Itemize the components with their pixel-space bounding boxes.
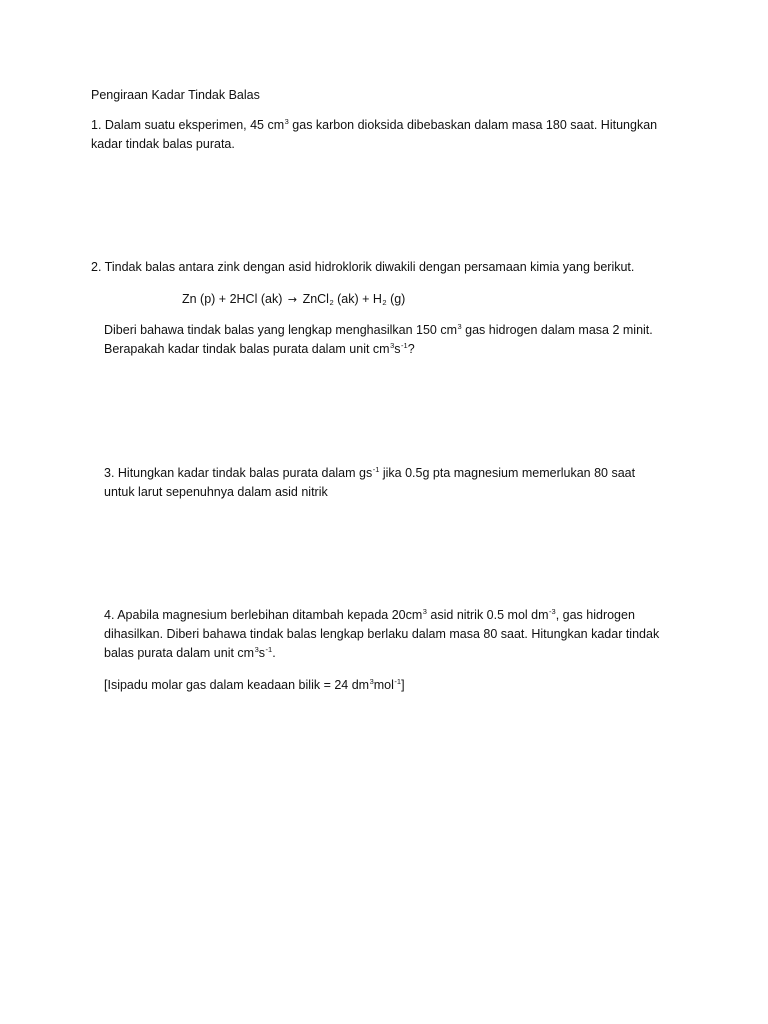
q4-note-sup2: -1 [394, 677, 402, 686]
q1-text-b: gas karbon dioksida dibebaskan dalam masa 180 saat. Hitungkan [288, 118, 658, 132]
q2-given-b: gas hidrogen dalam masa 2 minit. [461, 323, 653, 337]
q4-note-sup1: 3 [369, 677, 374, 686]
q4-text-b: asid nitrik 0.5 mol dm [426, 608, 549, 622]
q4-text-a: 4. Apabila magnesium berlebihan ditambah kepada 20cm [104, 608, 423, 622]
q2-ask-sup2: -1 [401, 341, 408, 350]
question-2-ask [104, 340, 415, 358]
reaction-arrow-icon: → [287, 293, 298, 306]
q4-sup1: 3 [422, 607, 427, 616]
equation-sub-2: 2 [382, 298, 387, 307]
q4-line3-b: s [258, 646, 266, 660]
q2-ask-sup1: 3 [390, 341, 395, 350]
q2-given-a: Diberi bahawa tindak balas yang lengkap menghasilkan 150 cm [104, 323, 457, 337]
q1-text-a: 1. Dalam suatu eksperimen, 45 cm [91, 118, 285, 132]
question-3-line-2 [104, 483, 328, 501]
q4-sup2: -3 [549, 607, 556, 616]
question-4-note [104, 676, 405, 694]
q2-ask-c: ? [407, 342, 415, 356]
q4-line3-sup2: -1 [265, 645, 273, 654]
chemical-equation [182, 290, 405, 309]
page-title [91, 86, 260, 104]
q4-line3-a: balas purata dalam unit cm [104, 646, 255, 660]
question-2-line-1 [91, 258, 634, 276]
q1-text-line2: kadar tindak balas purata. [91, 137, 235, 151]
question-1-line-2 [91, 135, 235, 153]
question-4-line-1 [104, 606, 635, 624]
equation-sub-1: 2 [329, 298, 334, 307]
q2-text-line1: 2. Tindak balas antara zink dengan asid hidroklorik diwakili dengan persamaan kimia yang berikut. [91, 260, 635, 274]
q4-text-c: , gas hidrogen [555, 608, 635, 622]
q3-text-b: jika 0.5g pta magnesium memerlukan 80 saat [379, 466, 636, 480]
title-text: Pengiraan Kadar Tindak Balas [91, 88, 260, 102]
q4-note-a: [Isipadu molar gas dalam keadaan bilik = 24 dm [104, 678, 370, 692]
q4-line3-c: . [272, 646, 276, 660]
q4-note-c: ] [401, 678, 405, 692]
q2-ask-a: Berapakah kadar tindak balas purata dalam unit cm [104, 342, 390, 356]
q4-line3-sup1: 3 [254, 645, 259, 654]
question-2-given [104, 321, 653, 339]
q3-sup: -1 [372, 465, 380, 474]
q1-sup: 3 [284, 117, 289, 126]
q4-text-line2: dihasilkan. Diberi bahawa tindak balas lengkap berlaku dalam masa 80 saat. Hitungkan kadar tindak [104, 627, 660, 641]
question-1-line-1 [91, 116, 657, 134]
question-4-line-2 [104, 625, 659, 643]
question-4-line-3 [104, 644, 276, 662]
q2-given-sup: 3 [457, 322, 462, 331]
equation-state: (g) [386, 292, 406, 306]
equation-product-h: (ak) + H [333, 292, 382, 306]
equation-product-zncl: ZnCl [302, 292, 329, 306]
q2-ask-b: s [394, 342, 401, 356]
question-3-line-1 [104, 464, 635, 482]
q4-note-b: mol [373, 678, 394, 692]
q3-text-line2: untuk larut sepenuhnya dalam asid nitrik [104, 485, 328, 499]
equation-reactants: Zn (p) + 2HCl (ak) [182, 292, 283, 306]
q3-text-a: 3. Hitungkan kadar tindak balas purata dalam gs [104, 466, 373, 480]
